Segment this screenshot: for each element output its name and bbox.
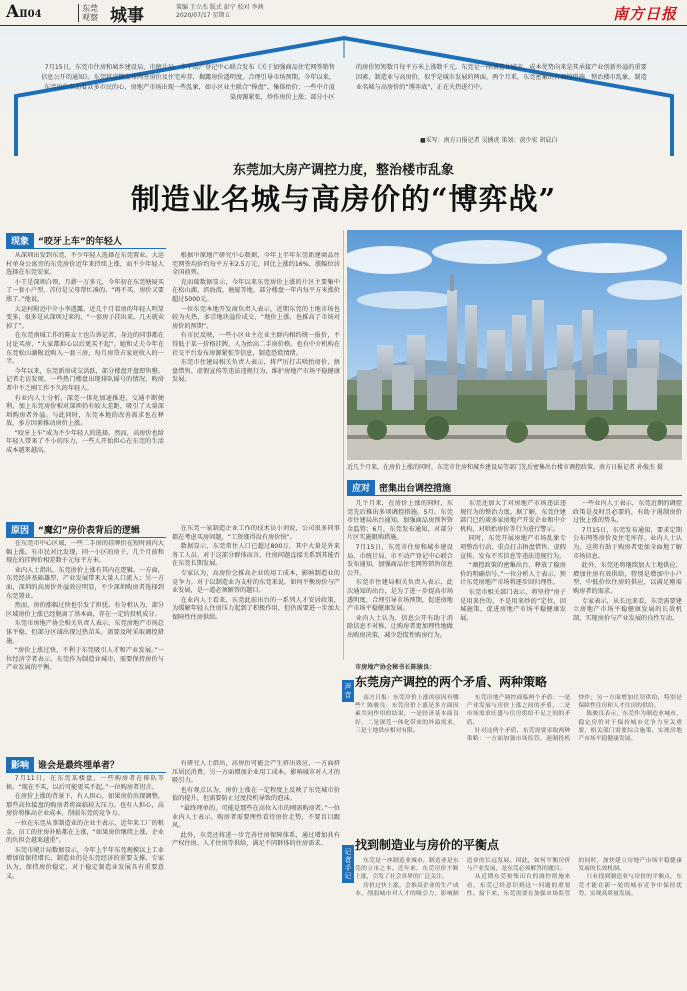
paragraph: 只有找到制造业与房价的平衡点，东莞才能在新一轮的城市竞争中保持优势，实现高质量发展。 [578,874,682,897]
sidebar-reporter-notes [355,834,682,989]
paragraph: “调控政策的密集出台，释放了稳房价的明确信号。”一位分析人士表示，预计东莞房地产市场将逐步回归理性。 [460,562,566,587]
paragraph: 在东莞南城工作的陈女士也告诉记者，身边的同事都在讨论买房，“大家都担心以后更买不起”。她和丈夫今年在东莞松山湖附近购入一套三房，每月房贷占家庭收入的一半。 [6,332,164,366]
paragraph: 几个月来，在房价上涨的同时，东莞先后推出多项调控措施。5月，东莞市住建局出台通知，加强商品房预售资金监管；6月，东莞发布通知，对部分片区实施限购措施。 [347,500,453,542]
sidebar-interview [355,662,682,832]
paragraph: “房价上涨过快，不利于东莞吸引人才和产业发展。”一位经济学者表示，东莞作为制造业城市，需要保持房价与产业发展的平衡。 [6,647,164,672]
section-label-impact: 影响 谁会是最终埋单者？ [6,757,119,771]
column-4c [573,500,682,658]
column-2a [6,540,164,755]
paragraph: 针对这两个矛盾，东莞需要采取两种策略：一方面加强市场监管，遏制投机炒作；另一方面增加住房供给，特别是保障性住房和人才住房的供给。 [466,695,682,743]
column-divider [343,230,344,660]
photo-caption: 近几个月来，在房价上涨的同时，东莞市住房和城乡建设局等部门先后密集出台楼市调控政策。南方日报记者 孙俊杰 摄 [347,464,663,471]
paragraph: 从深圳出发到东莞，不少年轻人选择在东莞置业。大运村单身公寓旁的东莞房价近年来持续上涨，而不少年轻人选择在东莞安家。 [6,252,164,277]
lead-left: 7月15日，东莞市住房和城乡建设局、市统计局、市不动产登记中心联合发布《关于加强商品住宅网签销售信息公开的通知》。东莞将定期发布网签房价及住宅库存，揭露房价透明度，合理引导市场预期。今年以来，东莞房价牵动着众多市民的心，房地产市场出现一些乱象，如小区业主联合“捧盘”、集体抬价；一些中介渲染房源紧张，炒作房价上涨；部分小区 [41,64,335,101]
paragraph: 在东莞一家制造企业工作的技术员小刘说，公司很多同事都在考虑买房问题，“工资涨得没有房价快”。 [172,525,340,541]
section-label-phenomenon: 现象 “咬牙上车”的年轻人 [6,233,122,247]
paragraph: 南方日报：东莞房价上涨的原因有哪些？陈骏良：东莞房价上涨是多方面因素共同作用的结果，一是经济基本面良好，二是深莞一体化带来的外溢需求，三是土地供应相对有限。 [355,695,459,734]
paragraph: 7月15日，东莞发布通知，要求定期公布网签房价及住宅库存。业内人士认为，这将有助于购房者更加全面地了解市场信息。 [573,526,682,560]
paragraph: 房价过快上涨，会推高企业的生产成本，削弱城市对人才的吸引力，影响制造业的长远发展。因此，如何平衡房价与产业发展，是东莞必须解答的题目。 [355,858,571,897]
paragraph: 业内人士认为，信息公开有助于消除信息不对称，让购房者更加理性地做出购房决策，减少恐慌性购房行为。 [347,614,453,639]
sidebar-interview-title: 东莞房产调控的两个矛盾、两种策略 [355,675,548,689]
paragraph: 在房价上涨的背景下，有人担心，如果房价出现调整，那些高位接盘的购房者将面临较大压力。也有人担心，高房价将推高企业成本，削弱东莞的竞争力。 [6,793,164,818]
paragraph: 东莞还加大了对房地产市场违法违规行为的整治力度。据了解，东莞住建部门已约谈多家房地产开发企业和中介机构，对哄抬房价等行为进行警示。 [460,500,566,533]
sidebar-tab-voice: 声音 [342,680,354,702]
paragraph: 今年以来，东莞新房成交活跃，部分楼盘开盘即售罄。记者走访发现，一些热门楼盘出现排队摇号的情况，购房者中不乏刚工作不久的年轻人。 [6,367,164,392]
column-3a [6,775,164,987]
sidebar-interview-body [355,694,682,819]
lead-credit: ■采写：南方日报记者 吴擒虎 策划：黄少宏 胡晨白 [420,137,558,144]
paragraph: 有研究人士指出，高房价可能会产生挤出效应，一方面挤压居民消费，另一方面增加企业用工成本，影响城市对人才的吸引力。 [172,760,340,785]
column-1b [172,252,340,517]
masthead [0,0,687,26]
paragraph: 然而，房价涨幅过快也引发了担忧。有分析认为，部分区域房价上涨已经脱离了基本面，存在一定的投机成分。 [6,602,164,618]
paragraph: 有市民反映，一些小区业主在业主群内相约统一报价，不得低于某一价格挂牌，人为抬高二手房价格。也有中介机构在社交平台发布房源紧张等信息，制造恐慌情绪。 [172,332,340,357]
paragraph: 有业内人士分析，深莞一体化加速推进，交通不断便利，加上东莞房价相对深圳仍有较大差距，吸引了大量深圳购房者外溢。与此同时，东莞本地的改善需求也在释放，多方因素推动房价上涨。 [6,394,164,428]
sidebar-notes-body [355,857,682,977]
paragraph: 在东莞市中心区域，一些二手房的挂牌价在短时间内大幅上涨。有市民对比发现，同一小区的房子，几个月前和现在的挂牌价相差数千元每平方米。 [6,540,164,565]
page-number: AⅡ04 [6,2,42,22]
paragraph: 克而瑞数据显示，今年以来东莞房价上涨的片区主要集中在松山湖、滨海湾、塘厦等地，部分楼盘一年内每平方米涨价超过5000元。 [172,278,340,303]
column-2b [172,525,340,755]
column-1a [6,252,164,522]
paragraph: 此外，东莞还将继续加大土地供应，增加住房有效供给，特别是增加中小户型、中低价位住房的供应，以满足刚需购房者的需求。 [573,562,682,595]
paragraph: 小王是深圳白领，月薪一万多元，今年初在东莞塘厦买了一套小户型，首付是父母帮忙凑的。“再不买，房价又要涨了。”他说。 [6,278,164,303]
paragraph: 大运村附近中介小李透露，近几个月看房的年轻人明显变多，很多是从深圳过来的，“一套房子挂出来，几天就卖掉了”。 [6,305,164,330]
sidebar-interview-head: 市房地产协会秘书长陈骏良： [355,664,436,671]
column-4a [347,500,453,658]
paragraph: 根据中原地产研究中心数据，今年上半年东莞新建商品住宅网签均价约每平方米2.5万元，同比上涨约16%，涨幅位居全国前列。 [172,252,340,277]
credits: 策编 王立杰 版式 彭宁 校对 李茜 2020/07/17 星期五 [176,4,264,19]
city-skyline-photo [347,230,682,460]
section-label-response: 应对 密集出台调控措施 [347,480,451,494]
paragraph: “最终埋单的，可能是那些在高位入市的刚需购房者。”一位业内人士表示，购房者需要理性看待房价走势，不要盲目跟风。 [172,804,340,830]
paragraph: 从近期东莞密集出台的调控措施来看，东莞已经意识到这一问题的重要性。接下来，东莞需要在加强市场监管的同时，加快建立房地产市场平稳健康发展的长效机制。 [466,858,682,897]
lead-right: 的房价短短数月每平方米上涨数千元。东莞是一座制造业城市，成本优势向来是其承接产业创新外溢的重要因素，制造业与高房价，似乎是城市发展的两面。两个月来，东莞密集出台调控措施，整治楼市乱象。制造业名城与高房价的“博弈战”，正在火热进行中。 [356,64,647,91]
paragraph: 一位在东莞从事制造业的企业主表示，近年来工厂的租金、员工的住房补贴都在上涨，“如果房价继续上涨，企业的负担会越来越重”。 [6,819,164,845]
paragraph: 也有观点认为，房价上涨在一定程度上反映了东莞城市价值的提升，但需要防止过度投机导致的泡沫。 [172,786,340,803]
paragraph: 数据显示，东莞常住人口已超过800万，其中大量是外来务工人员。对于这部分群体而言，住房问题直接关系到其能否在东莞长期发展。 [172,543,340,568]
paragraph: 一些业内人士表示，东莞近期的调控政策是及时且必要的，有助于遏制房价过快上涨的势头。 [573,500,682,525]
paragraph: 陈骏良表示，东莞作为制造业城市，稳定房价对于保持城市竞争力至关重要，相关部门需要综合施策，实现房地产市场平稳健康发展。 [578,711,682,743]
sidebar-notes-title: 找到制造业与房价的平衡点 [355,838,500,852]
newspaper-logo: 南方日报 [612,5,677,23]
paragraph: 东莞市住建局相关负责人表示，将严厉打击哄抬房价、捂盘惜售、虚假宣传等违法违规行为，维护房地产市场平稳健康发展。 [172,359,340,384]
column-4b [460,500,566,658]
paragraph: “咬牙上车”成为不少年轻人的选择。然而，高房价也给年轻人带来了不小的压力，一些人开始担心在东莞的生活成本越来越高。 [6,429,164,455]
sidebar-tab-notes: 记者手记 [342,845,354,883]
kicker: 东莞加大房产调控力度，整治楼市乱象 [232,163,454,178]
column-3b [172,760,340,987]
headline: 制造业名城与高房价的“博弈战” [130,182,557,216]
paragraph: 东莞市相关部门表示，将坚持“房子是用来住的，不是用来炒的”定位，因城施策，促进房地产市场平稳健康发展。 [460,588,566,622]
paragraph: 东莞市房地产协会相关负责人表示，东莞房地产市场总体平稳，但部分区域出现过热苗头，需要及时采取调控措施。 [6,620,164,645]
section-box: 东莞 观察 [78,4,108,22]
paragraph: 在业内人士看来，东莞此前出台的一系列人才安居政策，为缓解年轻人住房压力起到了积极作用，但仍需要进一步加大保障性住房供给。 [172,596,340,621]
paragraph: 一位东莞本地开发商负责人表示，近期东莞的土地市场也较为火热，多宗地块溢价成交，“地价上涨，也推高了市场对房价的预期”。 [172,305,340,330]
paragraph: 东莞是一座制造业城市，制造业是东莞的立市之本。近年来，东莞房价不断上涨，引发了社会各界的广泛关注。 [355,858,459,881]
section-label-reason: 原因 “魔幻”房价表背后的逻辑 [6,522,140,536]
section-name: 城事 [110,6,144,26]
paragraph: 专家表示，从长远来看，东莞需要建立房地产市场平稳健康发展的长效机制，实现房价与产业发展的良性互动。 [573,597,682,622]
paragraph: 东莞市住建局相关负责人表示，此次通知的出台，是为了进一步提高市场透明度，合理引导市场预期，促进房地产市场平稳健康发展。 [347,579,453,613]
paragraph: 7月15日，东莞市住房和城乡建设局、市统计局、市不动产登记中心联合发布通知，加强商品住宅网签销售信息公开。 [347,543,453,577]
paragraph: 业内人士指出，东莞房价上涨有其内在逻辑。一方面，东莞经济基础雄厚，产业发展带来大量人口流入；另一方面，深圳的高房价外溢效应明显，不少深圳购房者选择到东莞置业。 [6,566,164,600]
paragraph: 东莞房地产调控面临两个矛盾：一是产业发展与房价上涨之间的矛盾，二是市场需求旺盛与住房供给不足之间的矛盾。 [466,695,571,726]
paragraph: 此外，东莞还将进一步完善住房保障体系，通过增加共有产权住房、人才住房等供给，满足不同群体的住房需求。 [172,831,340,848]
paragraph: 同时，东莞开展房地产市场乱象专项整治行动，重点打击捂盘惜售、虚假宣传、发布不实信息等违法违规行为。 [460,535,566,560]
paragraph: 专家认为，高房价会推高企业的用工成本，影响制造业的竞争力。对于以制造业为支柱的东莞来说，如何平衡房价与产业发展，是一道必须解答的题目。 [172,569,340,595]
paragraph: 7月11日，在东莞某楼盘，一些购房者在排队等候。“现在不买，以后可能更买不起。”一位购房者坦言。 [6,775,164,791]
paragraph: 东莞市统计局数据显示，今年上半年东莞规模以上工业增加值保持增长，制造业仍是东莞经济的重要支撑。专家认为，保持房价稳定，对于稳定制造业发展具有重要意义。 [6,846,164,880]
